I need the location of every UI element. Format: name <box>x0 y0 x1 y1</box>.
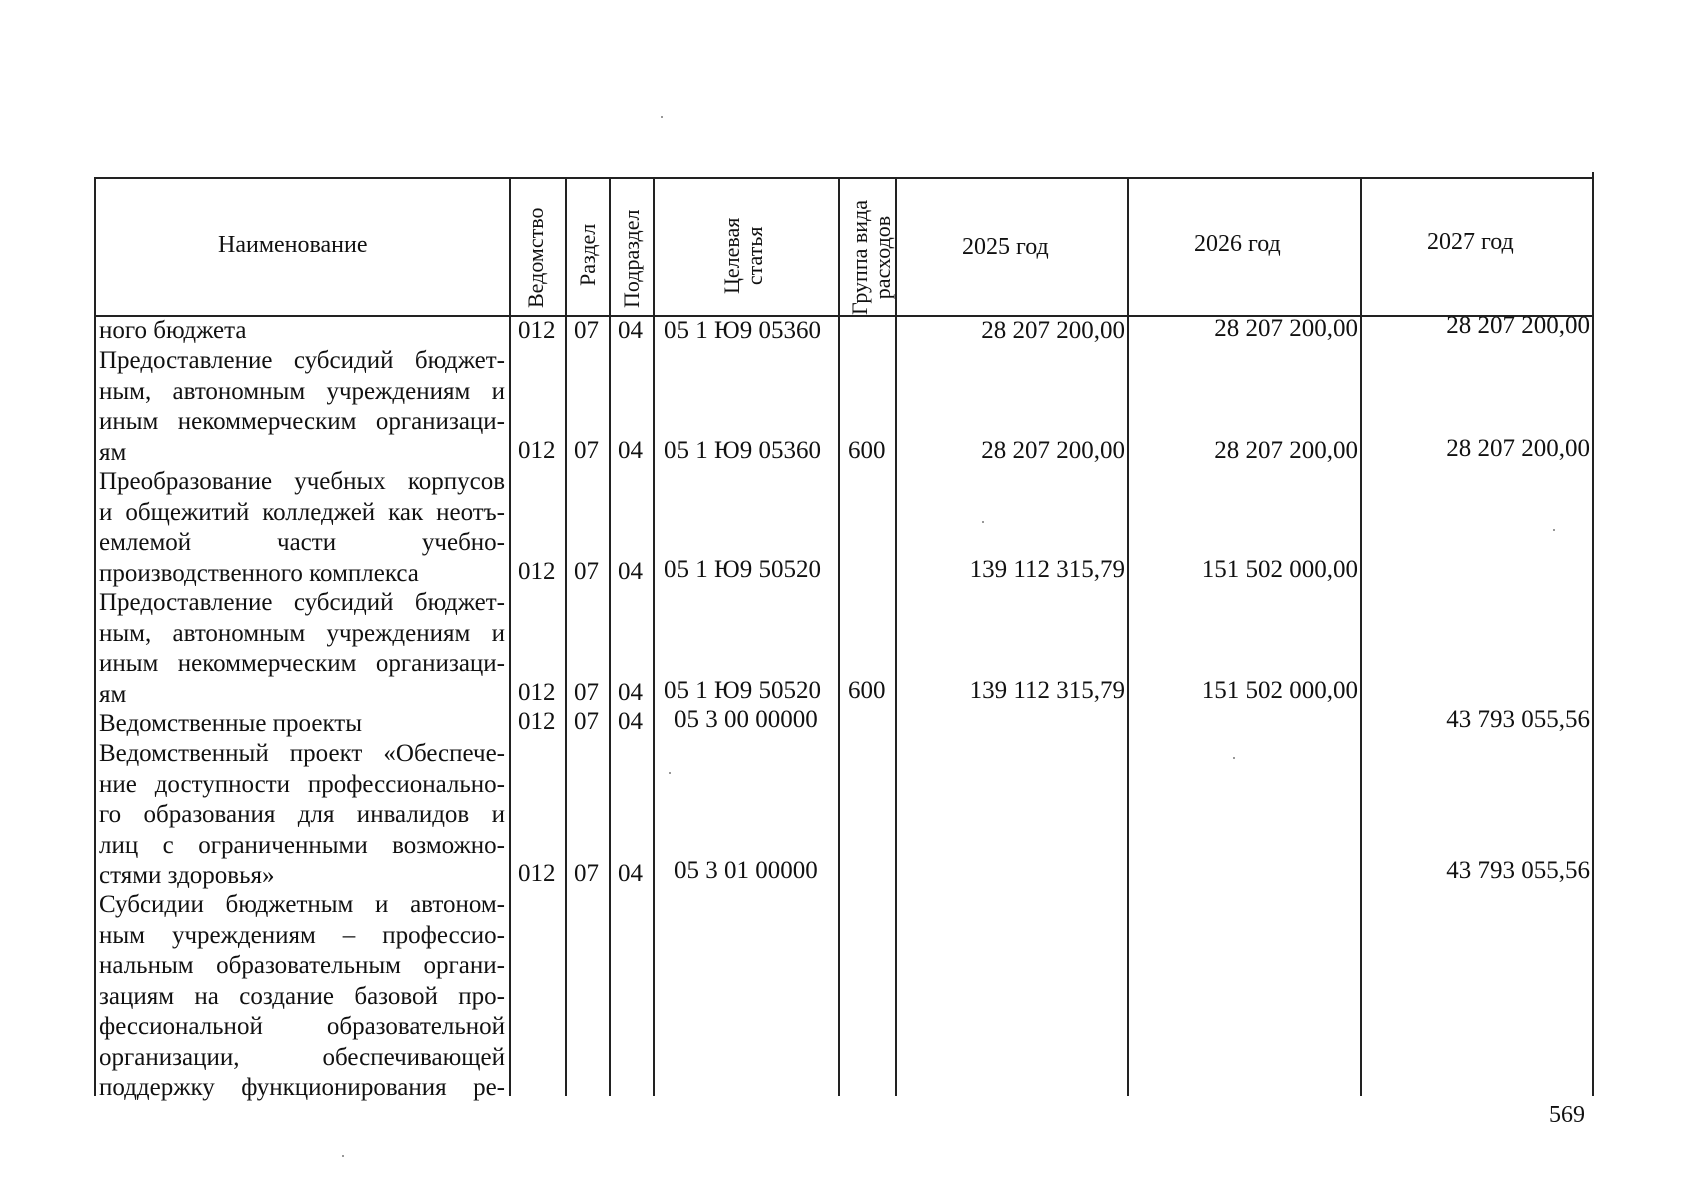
cell-subsection: 04 <box>618 558 643 585</box>
row-name-line: и общежитий колледжей как неотъ- <box>99 498 505 526</box>
row-name-line: фессиональной образовательной <box>99 1013 505 1040</box>
header-section: Раздел <box>575 223 600 286</box>
cell-subsection: 04 <box>618 317 643 344</box>
col-border <box>1127 177 1129 1096</box>
scan-speck <box>1233 757 1235 759</box>
scan-speck <box>669 772 671 774</box>
table-top-border <box>94 177 1593 179</box>
row-name-line: Предоставление субсидий бюджет- <box>99 589 505 616</box>
header-expense-group-line2: расходов <box>870 215 896 300</box>
col-border <box>895 177 897 1096</box>
cell-2026: 28 207 200,00 <box>1214 315 1358 342</box>
row-name-line: ям <box>99 680 127 708</box>
row-name-line: нальным образовательным органи- <box>99 952 505 979</box>
col-border <box>94 177 96 1096</box>
scan-speck <box>982 521 984 523</box>
row-name-line: ным, автономным учреждениям и <box>99 619 505 647</box>
col-border <box>653 177 655 1096</box>
cell-target-article: 05 3 00 00000 <box>674 706 818 733</box>
cell-target-article: 05 1 Ю9 50520 <box>664 677 821 704</box>
row-name-line: производственного комплекса <box>99 559 419 587</box>
cell-department: 012 <box>518 317 556 344</box>
cell-department: 012 <box>518 679 556 706</box>
row-name-line: Субсидии бюджетным и автоном- <box>99 891 505 918</box>
scan-speck <box>342 1155 344 1157</box>
row-name <box>99 467 505 589</box>
cell-2025: 139 112 315,79 <box>969 556 1125 583</box>
row-name <box>99 890 505 1104</box>
cell-2027: 28 207 200,00 <box>1446 435 1590 462</box>
cell-2025: 139 112 315,79 <box>969 677 1125 704</box>
header-expense-group-line1: Группа вида <box>847 200 872 315</box>
row-name-line: ям <box>99 438 127 466</box>
cell-section: 07 <box>574 317 599 344</box>
row-name <box>99 346 505 468</box>
header-year-2025: 2025 год <box>962 234 1049 260</box>
row-name <box>99 316 505 347</box>
cell-2027: 43 793 055,56 <box>1446 706 1590 733</box>
cell-section: 07 <box>574 860 599 887</box>
row-name-line: Ведомственный проект «Обеспече- <box>99 740 505 767</box>
row-name-line: ным учреждениям – профессио- <box>99 921 505 949</box>
col-border <box>509 177 511 1096</box>
row-name-line: емлемой части учебно- <box>99 529 505 556</box>
header-subsection: Подраздел <box>619 209 644 308</box>
row-name-line: зациям на создание базовой про- <box>99 982 505 1010</box>
cell-target-article: 05 1 Ю9 05360 <box>664 437 821 464</box>
row-name-line: стями здоровья» <box>99 862 275 889</box>
row-name <box>99 709 505 740</box>
col-border <box>838 177 840 1096</box>
row-name-line: ние доступности профессионально- <box>99 770 505 798</box>
page-number: 569 <box>1549 1102 1585 1128</box>
col-border <box>1360 177 1362 1096</box>
cell-subsection: 04 <box>618 708 643 735</box>
header-name: Наименование <box>218 232 368 258</box>
cell-target-article: 05 1 Ю9 05360 <box>664 317 821 344</box>
cell-section: 07 <box>574 558 599 585</box>
row-name-line: Преобразование учебных корпусов <box>99 468 505 495</box>
col-border <box>1592 172 1594 1096</box>
cell-target-article: 05 3 01 00000 <box>674 857 818 884</box>
row-name-line: Предоставление субсидий бюджет- <box>99 347 505 374</box>
cell-2025: 28 207 200,00 <box>981 437 1125 464</box>
header-department: Ведомство <box>523 207 548 308</box>
cell-subsection: 04 <box>618 437 643 464</box>
row-name-line: иным некоммерческим организаци- <box>99 408 505 435</box>
cell-expense-group: 600 <box>848 437 886 464</box>
cell-2026: 28 207 200,00 <box>1214 437 1358 464</box>
row-name-line: Ведомственные проекты <box>99 710 363 737</box>
cell-section: 07 <box>574 437 599 464</box>
cell-department: 012 <box>518 860 556 887</box>
row-name-line: лиц с ограниченными возможно- <box>99 831 505 859</box>
header-target-article-line1: Целевая <box>719 217 744 294</box>
row-name-line: ным, автономным учреждениям и <box>99 377 505 405</box>
cell-2025: 28 207 200,00 <box>981 317 1125 344</box>
col-border <box>609 177 611 1096</box>
cell-2026: 151 502 000,00 <box>1201 677 1358 704</box>
header-year-2027: 2027 год <box>1427 229 1514 255</box>
row-name <box>99 739 505 892</box>
scan-speck <box>1553 529 1555 531</box>
header-year-2026: 2026 год <box>1194 231 1281 257</box>
row-name-line: организации, обеспечивающей <box>99 1043 505 1071</box>
cell-2027: 28 207 200,00 <box>1446 312 1590 339</box>
cell-subsection: 04 <box>618 679 643 706</box>
cell-department: 012 <box>518 708 556 735</box>
cell-2027: 43 793 055,56 <box>1446 857 1590 884</box>
header-target-article <box>720 218 766 294</box>
row-name-line: иным некоммерческим организаци- <box>99 650 505 677</box>
cell-2026: 151 502 000,00 <box>1201 556 1358 583</box>
cell-subsection: 04 <box>618 860 643 887</box>
cell-section: 07 <box>574 708 599 735</box>
col-border <box>565 177 567 1096</box>
header-expense-group <box>848 200 894 315</box>
cell-target-article: 05 1 Ю9 50520 <box>664 556 821 583</box>
row-name <box>99 588 505 710</box>
row-name-line: поддержку функционирования ре- <box>99 1074 505 1101</box>
cell-expense-group: 600 <box>848 677 886 704</box>
row-name-line: го образования для инвалидов и <box>99 801 505 828</box>
row-name-line: ного бюджета <box>99 317 247 344</box>
cell-department: 012 <box>518 437 556 464</box>
cell-section: 07 <box>574 679 599 706</box>
scan-speck <box>661 116 663 118</box>
cell-department: 012 <box>518 558 556 585</box>
header-target-article-line2: статья <box>742 226 768 286</box>
